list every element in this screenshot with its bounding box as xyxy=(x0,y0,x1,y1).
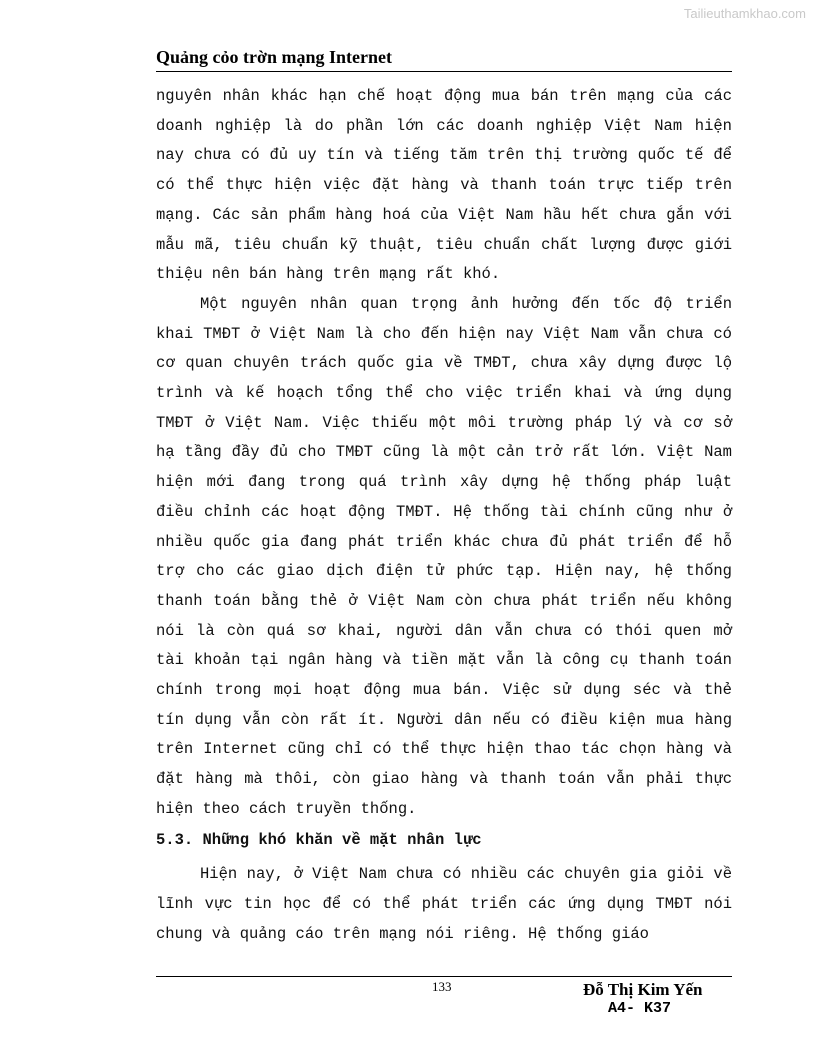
page-body xyxy=(156,82,732,949)
paragraph-3: Hiện nay, ở Việt Nam chưa có nhiều các chuyên gia giỏi về lĩnh vực tin học để có thể phát triển các ứng dụng TMĐT nói chung và quảng cáo trên mạng nói riêng. Hệ thống giáo xyxy=(156,865,732,943)
page-number: 133 xyxy=(432,979,452,994)
footer-rule xyxy=(156,976,732,977)
author-name: Đỗ Thị Kim Yến xyxy=(583,980,703,999)
header-rule xyxy=(156,71,732,72)
running-header-title: Quảng cỏo trờn mạng Internet xyxy=(156,47,392,67)
paragraph-2: Một nguyên nhân quan trọng ảnh hưởng đến tốc độ triển khai TMĐT ở Việt Nam là cho đến hiện nay Việt Nam vẫn chưa có cơ quan chuyên trách quốc gia về TMĐT, chưa xây dựng được lộ trình và kế hoạch tổng thể cho việc triển khai và ứng dụng TMĐT ở Việt Nam. Việc thiếu một môi trường pháp lý và cơ sở hạ tầng đầy đủ cho TMĐT cũng là một cản trở rất lớn. Việt Nam hiện mới đang trong quá trình xây dựng hệ thống pháp luật điều chỉnh các hoạt động TMĐT. Hệ thống tài chính cũng như ở nhiều quốc gia đang phát triển khác chưa đủ phát triển để hỗ trợ cho các giao dịch điện tử phức tạp. Hiện nay, hệ thống thanh toán bằng thẻ ở Việt Nam còn chưa phát triển nếu không nói là còn quá sơ khai, người dân vẫn chưa có thói quen mở tài khoản tại ngân hàng và tiền mặt vẫn là công cụ thanh toán chính trong mọi hoạt động mua bán. Việc sử dụng séc và thẻ tín dụng vẫn còn rất ít. Người dân nếu có điều kiện mua hàng trên Internet cũng chỉ có thể thực hiện thao tác chọn hàng và đặt hàng mà thôi, còn giao hàng và thanh toán vẫn phải thực hiện theo cách truyền thống. xyxy=(156,294,732,818)
class-code: A4- K37 xyxy=(608,1000,672,1017)
watermark-text: Tailieuthamkhao.com xyxy=(683,6,806,21)
section-heading: 5.3. Những khó khăn về mặt nhân lực xyxy=(156,830,482,849)
paragraph-1: nguyên nhân khác hạn chế hoạt động mua bán trên mạng của các doanh nghiệp là do phần lớn các doanh nghiệp Việt Nam hiện nay chưa có đủ uy tín và tiếng tăm trên thị trường quốc tế để có thể thực hiện việc đặt hàng và thanh toán trực tiếp trên mạng. Các sản phẩm hàng hoá của Việt Nam hầu hết chưa gắn với mẫu mã, tiêu chuẩn kỹ thuật, tiêu chuẩn chất lượng được giới thiệu nên bán hàng trên mạng rất khó. xyxy=(156,87,732,284)
